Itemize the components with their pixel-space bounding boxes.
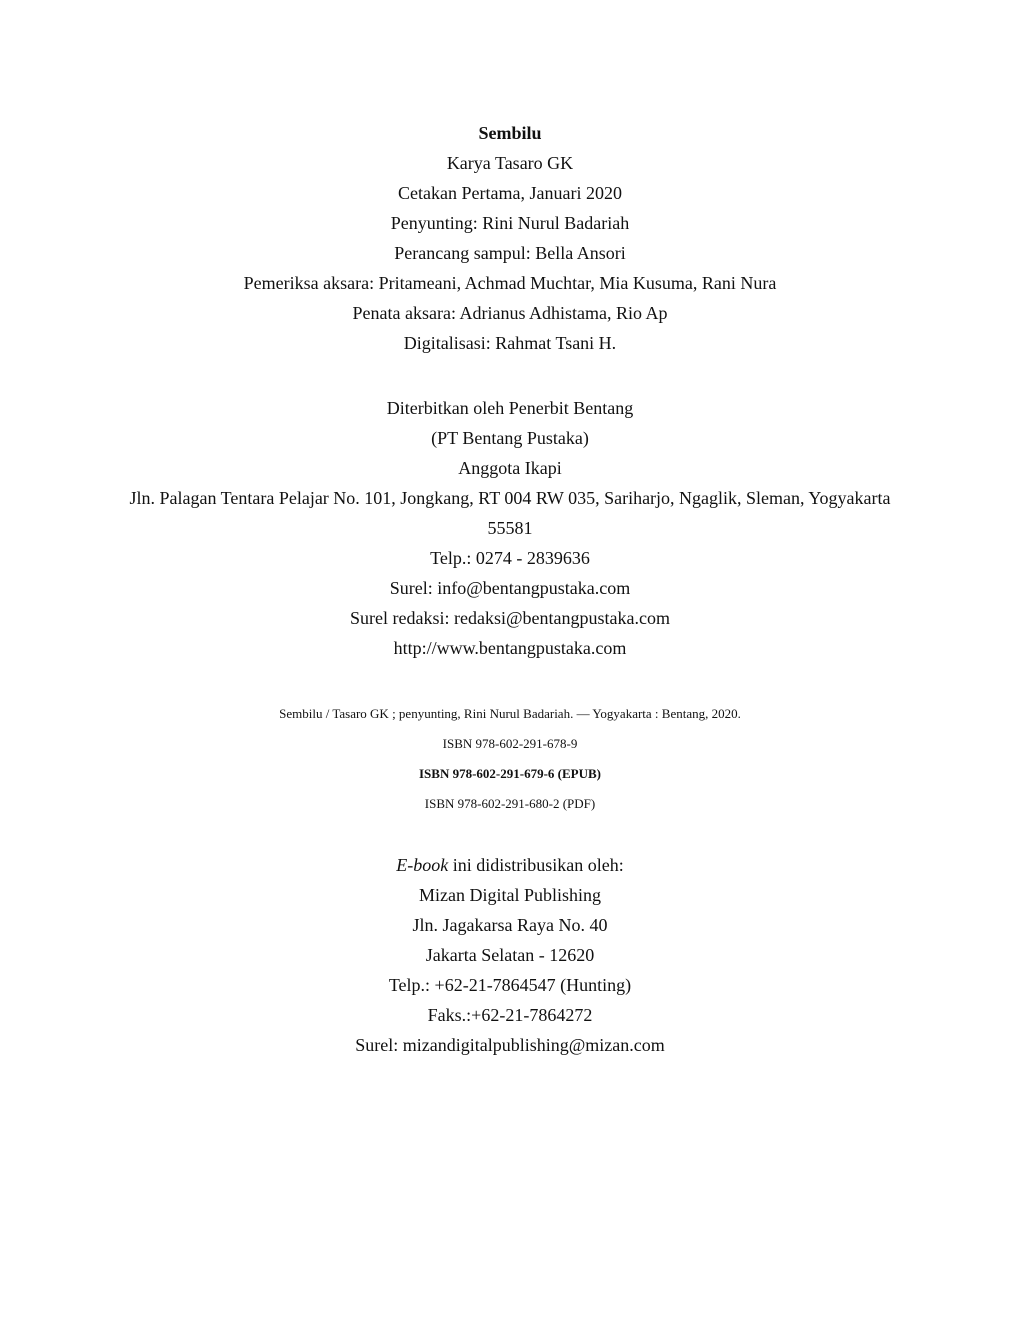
- isbn-pdf: ISBN 978-602-291-680-2 (PDF): [424, 796, 596, 811]
- publisher-section: [0, 393, 1020, 663]
- website-line: http://www.bentangpustaka.com: [393, 638, 627, 658]
- editor-line: Penyunting: Rini Nurul Badariah: [390, 213, 630, 233]
- ebook-term: E-book: [396, 855, 449, 875]
- distributor-fax: Faks.:+62-21-7864272: [427, 1005, 593, 1025]
- editorial-email-line: Surel redaksi: redaksi@bentangpustaka.com: [350, 608, 670, 628]
- email-line: Surel: info@bentangpustaka.com: [389, 578, 631, 598]
- membership-line: Anggota Ikapi: [458, 458, 562, 478]
- distributor-section: [0, 850, 1020, 1060]
- address-line: Jln. Palagan Tentara Pelajar No. 101, Jongkang, RT 004 RW 035, Sariharjo, Ngaglik, Sleman, Yogyakarta: [129, 488, 891, 508]
- book-title: Sembilu: [478, 123, 542, 143]
- distributor-city: Jakarta Selatan - 12620: [425, 945, 595, 965]
- catalog-citation: Sembilu / Tasaro GK ; penyunting, Rini Nurul Badariah. — Yogyakarta : Bentang, 2020.: [279, 706, 741, 721]
- distributor-intro: [0, 850, 1020, 880]
- proofreaders-line: Pemeriksa aksara: Pritameani, Achmad Muchtar, Mia Kusuma, Rani Nura: [243, 273, 777, 293]
- distributor-name: Mizan Digital Publishing: [419, 885, 601, 905]
- catalog-section: [0, 699, 1020, 819]
- postal-code-line: 55581: [487, 518, 533, 538]
- credits-section: [0, 118, 1020, 358]
- edition-line: Cetakan Pertama, Januari 2020: [398, 183, 622, 203]
- phone-line: Telp.: 0274 - 2839636: [430, 548, 590, 568]
- distributor-email: Surel: mizandigitalpublishing@mizan.com: [355, 1035, 665, 1055]
- isbn-epub: ISBN 978-602-291-679-6 (EPUB): [419, 766, 601, 781]
- author-line: Karya Tasaro GK: [446, 153, 574, 173]
- distributor-intro-text: ini didistribusikan oleh:: [448, 855, 624, 875]
- digitalization-line: Digitalisasi: Rahmat Tsani H.: [403, 333, 617, 353]
- cover-designer-line: Perancang sampul: Bella Ansori: [394, 243, 626, 263]
- company-line: (PT Bentang Pustaka): [431, 428, 589, 448]
- typesetters-line: Penata aksara: Adrianus Adhistama, Rio Ap: [352, 303, 668, 323]
- published-by-line: Diterbitkan oleh Penerbit Bentang: [386, 398, 634, 418]
- distributor-phone: Telp.: +62-21-7864547 (Hunting): [388, 975, 632, 995]
- distributor-street: Jln. Jagakarsa Raya No. 40: [412, 915, 608, 935]
- isbn-print: ISBN 978-602-291-678-9: [442, 736, 578, 751]
